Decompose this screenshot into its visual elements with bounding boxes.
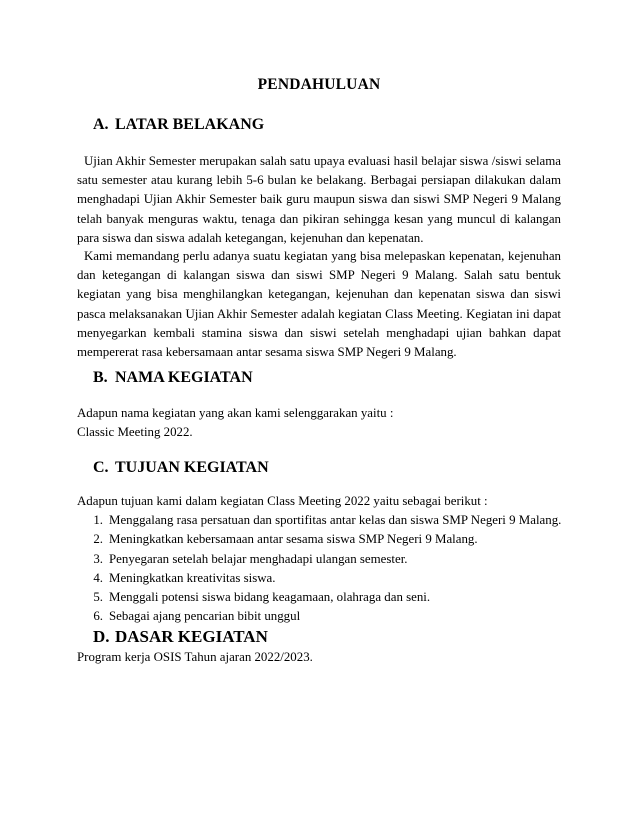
section-d-heading [93,627,268,647]
section-c-title: TUJUAN KEGIATAN [115,459,269,476]
section-c-intro: Adapun tujuan kami dalam kegiatan Class Meeting 2022 yaitu sebagai berikut : [77,494,488,508]
list-item: 3. Penyegaran setelah belajar menghadapi ulangan semester. [93,551,408,566]
section-a-paragraph-1: Ujian Akhir Semester merupakan salah satu upaya evaluasi hasil belajar siswa /siswi selama satu semester atau kurang lebih 5-6 bulan ke belakang. Berbagai persiapan dilakukan dalam menghadapi Ujian Akhir Semester baik guru maupun siswa dan siswi SMP Negeri 9 Malang telah banyak menguras waktu, tenaga dan pikiran sehingga kesan yang muncul di kalangan para siswa dan siswa adalah ketegangan, kejenuhan dan kepenatan. [77,154,561,245]
objectives-list [77,511,561,627]
section-d-letter: D. [93,627,110,646]
section-d-text: Program kerja OSIS Tahun ajaran 2022/2023. [77,650,313,664]
list-item: 6. Sebagai ajang pencarian bibit unggul [93,609,301,624]
page-title: PENDAHULUAN [257,76,381,93]
section-b-activity-name: Classic Meeting 2022. [77,425,193,439]
section-a-title: LATAR BELAKANG [115,116,265,133]
section-c-letter: C. [93,459,109,476]
section-b-letter: B. [93,369,108,386]
section-c-heading [93,459,269,477]
section-a-paragraph-2: Kami memandang perlu adanya suatu kegiatan yang bisa melepaskan kepenatan, kejenuhan dan ketegangan di kalangan siswa dan siswi SMP Negeri 9 Malang. Salah satu bentuk kegiatan yang bisa menghilangkan ketegangan, kejenuhan dan kepenatan siswa dan siswi pasca melaksanakan Ujian Akhir Semester adalah kegiatan Class Meeting. Kegiatan ini dapat menyegarkan kembali stamina siswa dan siswi setelah menghadapi ujian bahkan dapat mempererat rasa kebersamaan antar sesama siswa SMP Negeri 9 Malang. [77,249,561,360]
section-d-title: DASAR KEGIATAN [115,627,268,646]
section-a-heading [93,116,264,134]
section-b-title: NAMA KEGIATAN [115,369,253,386]
section-b-intro: Adapun nama kegiatan yang akan kami selenggarakan yaitu : [77,406,394,420]
list-item: 4. Meningkatkan kreativitas siswa. [93,570,276,585]
list-item: 5. Menggali potensi siswa bidang keagamaan, olahraga dan seni. [93,590,431,605]
list-item: 2. Meningkatkan kebersamaan antar sesama siswa SMP Negeri 9 Malang. [93,532,478,547]
list-item: 1. Menggalang rasa persatuan dan sportifitas antar kelas dan siswa SMP Negeri 9 Malang. [93,513,562,527]
section-b-heading [93,369,253,387]
section-a-letter: A. [93,116,109,133]
